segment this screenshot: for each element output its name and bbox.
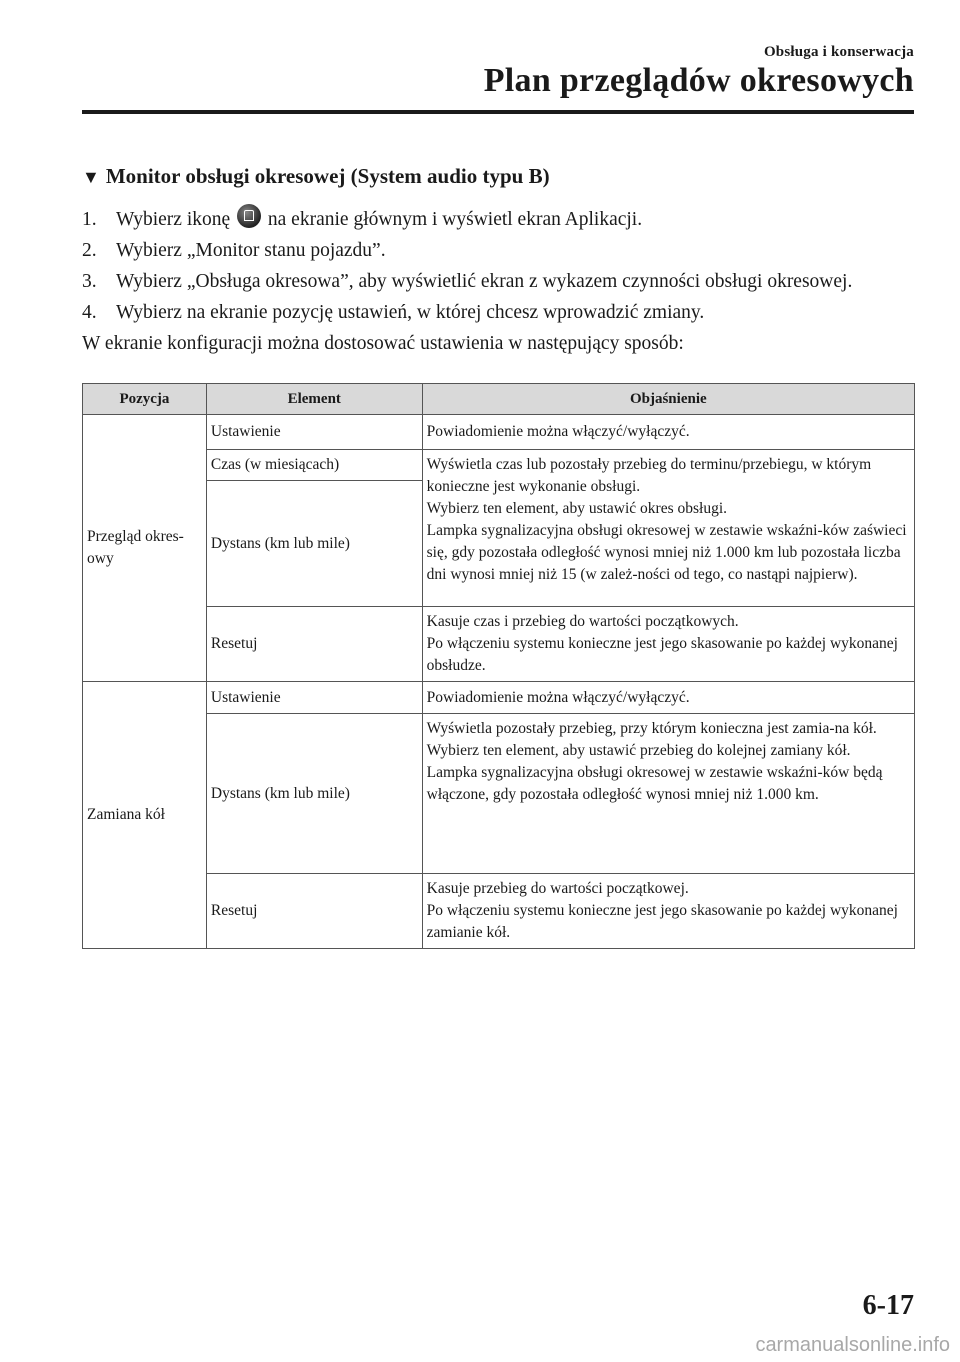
position-cell: Zamiana kół bbox=[83, 682, 207, 949]
column-header: Pozycja bbox=[83, 384, 207, 415]
description-line: Kasuje przebieg do wartości początkowej. bbox=[426, 880, 689, 897]
step-item bbox=[82, 204, 916, 235]
element-cell: Ustawienie bbox=[206, 682, 422, 714]
step-number: 2. bbox=[82, 240, 97, 261]
apps-icon bbox=[237, 204, 261, 228]
step-number: 4. bbox=[82, 302, 97, 323]
section-heading-text: Monitor obsługi okresowej (System audio typu B) bbox=[105, 164, 550, 188]
settings-table bbox=[82, 383, 915, 949]
intro-text: W ekranie konfiguracji można dostosować ustawienia w następujący sposób: bbox=[82, 333, 684, 354]
page-number: 6-17 bbox=[862, 1290, 914, 1321]
description-line: Lampka sygnalizacyjna obsługi okresowej w zestawie wskaźni-ków zaświeci się, gdy pozostała odległość wynosi mniej niż 1.000 km lub pozostała liczba dni wynosi mniej niż 15 (w zależ-ności od tego, co nastąpi najpierw). bbox=[426, 522, 907, 583]
instruction-steps bbox=[82, 204, 916, 359]
table-header-row bbox=[83, 384, 915, 415]
description-line: Kasuje czas i przebieg do wartości początkowych. bbox=[426, 613, 739, 630]
description-line: Lampka sygnalizacyjna obsługi okresowej w zestawie wskaźni-ków będą włączone, gdy pozostała odległość wynosi mniej niż 1.000 km. bbox=[426, 764, 883, 803]
description-cell bbox=[422, 874, 914, 949]
element-cell: Resetuj bbox=[206, 874, 422, 949]
table-row bbox=[83, 874, 915, 949]
table-row bbox=[83, 607, 915, 682]
description-line: Wyświetla pozostały przebieg, przy którym konieczna jest zamia-na kół. bbox=[426, 720, 877, 737]
description-line: Wybierz ten element, aby ustawić okres obsługi. bbox=[426, 500, 728, 517]
description-line: Po włączeniu systemu konieczne jest jego skasowanie po każdej wykonanej obsłudze. bbox=[426, 635, 898, 674]
step-number: 3. bbox=[82, 271, 97, 292]
section-heading bbox=[82, 164, 550, 189]
description-cell bbox=[422, 714, 914, 874]
description-cell: Powiadomienie można włączyć/wyłączyć. bbox=[422, 415, 914, 450]
position-cell: Przegląd okres-owy bbox=[83, 415, 207, 682]
column-header: Objaśnienie bbox=[422, 384, 914, 415]
element-cell: Dystans (km lub mile) bbox=[206, 481, 422, 607]
step-text: Wybierz na ekranie pozycję ustawień, w której chcesz wprowadzić zmiany. bbox=[116, 302, 705, 323]
step-text: Wybierz „Obsługa okresowa”, aby wyświetlić ekran z wykazem czynności obsługi okresowej. bbox=[116, 271, 853, 292]
watermark-link[interactable]: carmanualsonline.info bbox=[755, 1334, 950, 1356]
description-line: Wyświetla czas lub pozostały przebieg do terminu/przebiegu, w którym konieczne jest wykonanie obsługi. bbox=[426, 456, 872, 495]
table-row bbox=[83, 714, 915, 874]
step-text: Wybierz ikonę na ekranie głównym i wyświetl ekran Aplikacji. bbox=[116, 204, 916, 235]
description-cell bbox=[422, 450, 914, 607]
header-divider bbox=[82, 110, 914, 114]
element-cell: Dystans (km lub mile) bbox=[206, 714, 422, 874]
triangle-down-icon: ▼ bbox=[82, 167, 100, 187]
element-cell: Ustawienie bbox=[206, 415, 422, 450]
step-item bbox=[82, 266, 916, 297]
table-row bbox=[83, 450, 915, 481]
header-section-label: Obsługa i konserwacja bbox=[763, 44, 914, 60]
table-row bbox=[83, 415, 915, 450]
description-line: Wybierz ten element, aby ustawić przebieg do kolejnej zamiany kół. bbox=[426, 742, 851, 759]
step-text: Wybierz „Monitor stanu pojazdu”. bbox=[116, 240, 386, 261]
column-header: Element bbox=[206, 384, 422, 415]
step-number: 1. bbox=[82, 209, 97, 230]
element-cell: Resetuj bbox=[206, 607, 422, 682]
element-cell: Czas (w miesiącach) bbox=[206, 450, 422, 481]
step-item bbox=[82, 297, 916, 328]
step-item bbox=[82, 235, 916, 266]
description-cell bbox=[422, 607, 914, 682]
page-title: Plan przeglądów okresowych bbox=[483, 62, 914, 99]
table-row bbox=[83, 682, 915, 714]
description-cell: Powiadomienie można włączyć/wyłączyć. bbox=[422, 682, 914, 714]
description-line: Po włączeniu systemu konieczne jest jego skasowanie po każdej wykonanej zamianie kół. bbox=[426, 902, 898, 941]
